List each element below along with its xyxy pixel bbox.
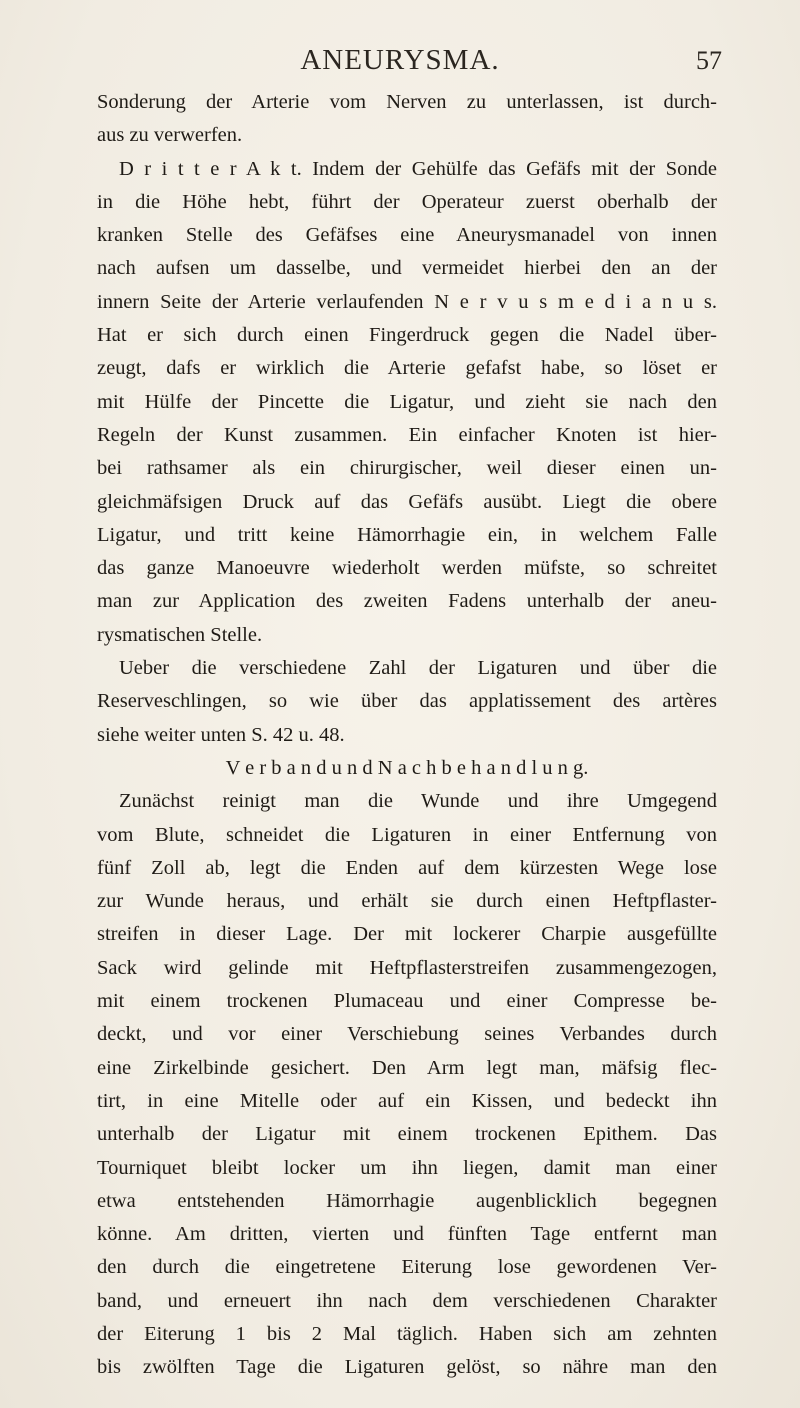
text-line: streifen in dieser Lage. Der mit lockerer Charpie ausgefüllte	[97, 923, 717, 946]
text-line: unterhalb der Ligatur mit einem trockenen Epithem. Das	[97, 1123, 717, 1146]
text-line: band, und erneuert ihn nach dem verschiedenen Charakter	[97, 1289, 717, 1312]
text-line: den durch die eingetretene Eiterung lose gewordenen Ver-	[97, 1256, 717, 1279]
text-line: mit einem trockenen Plumaceau und einer Compresse be-	[97, 990, 717, 1013]
running-title: ANEURYSMA.	[300, 44, 500, 76]
text-line: das ganze Manoeuvre wiederholt werden müfste, so schreitet	[97, 557, 717, 580]
text-line: D r i t t e r A k t. Indem der Gehülfe das Gefäfs mit der Sonde	[119, 157, 717, 180]
text-line: zur Wunde heraus, und erhält sie durch einen Heftpflaster-	[97, 890, 717, 913]
text-line: mit Hülfe der Pincette die Ligatur, und zieht sie nach den	[97, 390, 717, 413]
page-number: 57	[696, 46, 722, 75]
text-line: deckt, und vor einer Verschiebung seines Verbandes durch	[97, 1023, 717, 1046]
text-line: nach aufsen um dasselbe, und vermeidet hierbei den an der	[97, 257, 717, 280]
body-text	[97, 86, 717, 1385]
text-line: siehe weiter unten S. 42 u. 48.	[97, 723, 345, 746]
text-line: fünf Zoll ab, legt die Enden auf dem kürzesten Wege lose	[97, 856, 717, 879]
text-line: Zunächst reinigt man die Wunde und ihre Umgegend	[119, 790, 717, 813]
text-line: innern Seite der Arterie verlaufenden N e r v u s m e d i a n u s.	[97, 290, 717, 313]
text-line: könne. Am dritten, vierten und fünften Tage entfernt man	[97, 1223, 717, 1246]
text-line: bei rathsamer als ein chirurgischer, weil dieser einen un-	[97, 457, 717, 480]
text-line: rysmatischen Stelle.	[97, 623, 263, 646]
text-line: kranken Stelle des Gefäfses eine Aneurysmanadel von innen	[97, 224, 717, 247]
text-line: vom Blute, schneidet die Ligaturen in einer Entfernung von	[97, 823, 717, 846]
text-line: Tourniquet bleibt locker um ihn liegen, damit man einer	[97, 1156, 717, 1179]
text-line: Regeln der Kunst zusammen. Ein einfacher Knoten ist hier-	[97, 423, 717, 446]
text-line: tirt, in eine Mitelle oder auf ein Kissen, und bedeckt ihn	[97, 1089, 717, 1112]
text-line: etwa entstehenden Hämorrhagie augenblicklich begegnen	[97, 1189, 717, 1212]
text-line: aus zu verwerfen.	[97, 124, 243, 147]
text-line: zeugt, dafs er wirklich die Arterie gefafst habe, so löset er	[97, 357, 717, 380]
text-line: man zur Application des zweiten Fadens unterhalb der aneu-	[97, 590, 717, 613]
text-line: Reserveschlingen, so wie über das applatissement des artères	[97, 690, 717, 713]
text-line: gleichmäfsigen Druck auf das Gefäfs ausübt. Liegt die obere	[97, 490, 717, 513]
text-line: in die Höhe hebt, führt der Operateur zuerst oberhalb der	[97, 190, 717, 213]
text-line: V e r b a n d u n d N a c h b e h a n d l u n g.	[225, 756, 589, 779]
text-line: Sonderung der Arterie vom Nerven zu unterlassen, ist durch-	[97, 91, 717, 113]
text-line: Hat er sich durch einen Fingerdruck gegen die Nadel über-	[97, 324, 717, 347]
text-line: Ligatur, und tritt keine Hämorrhagie ein, in welchem Falle	[97, 523, 717, 546]
text-line: Ueber die verschiedene Zahl der Ligaturen und über die	[119, 657, 717, 680]
text-line: der Eiterung 1 bis 2 Mal täglich. Haben sich am zehnten	[97, 1322, 717, 1345]
text-line: Sack wird gelinde mit Heftpflasterstreifen zusammengezogen,	[97, 956, 717, 979]
text-line: bis zwölften Tage die Ligaturen gelöst, so nähre man den	[97, 1356, 717, 1379]
page-header	[0, 44, 800, 84]
text-line: eine Zirkelbinde gesichert. Den Arm legt man, mäfsig flec-	[97, 1056, 717, 1079]
